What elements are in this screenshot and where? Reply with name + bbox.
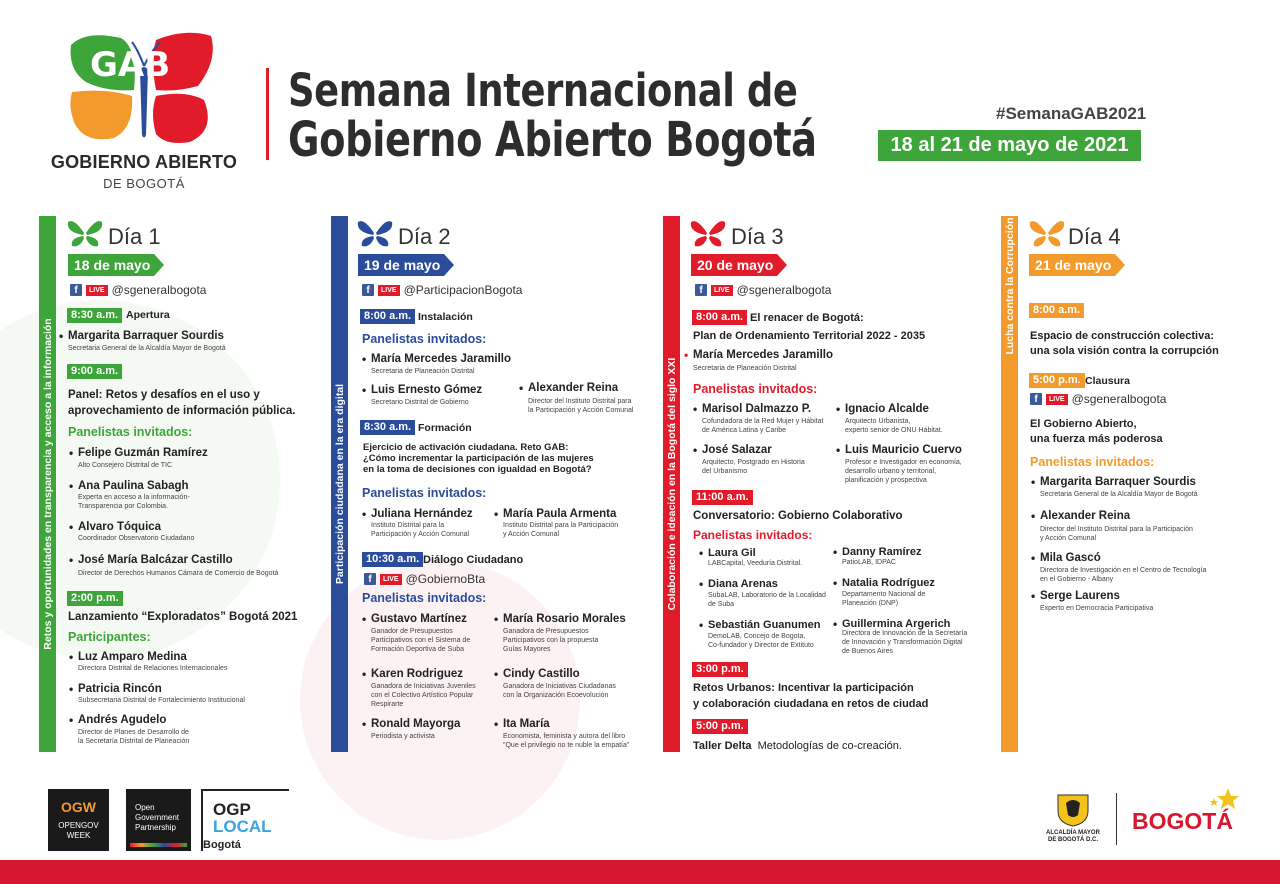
speaker-name: • María Mercedes Jaramillo — [693, 348, 833, 362]
day1-live-link[interactable]: f LIVE @sgeneralbogota — [70, 283, 206, 297]
session-title: Lanzamiento “Exploradatos” Bogotá 2021 — [68, 611, 298, 623]
speaker-role: desarrollo urbano y territorial, — [845, 468, 937, 475]
day3-butterfly-icon — [689, 218, 727, 248]
speaker-role: Secretaria de Planeación Distrital — [693, 365, 797, 372]
time-badge: 5:00 p.m. — [1029, 373, 1085, 388]
speaker-name: • Sebastián Guanumen — [708, 618, 820, 632]
day4-date: 21 de mayo — [1029, 254, 1115, 276]
speaker-name: • Laura Gil — [708, 546, 756, 560]
speaker-role: de Suba — [708, 601, 735, 608]
day2-theme-bar: Participación ciudadana en la era digital — [331, 216, 348, 752]
day1-butterfly-icon — [66, 218, 104, 248]
speaker-role: Secretario Distrital de Gobierno — [371, 399, 469, 406]
session-text: ¿Cómo incrementar la participación de las mujeres — [363, 453, 594, 464]
speaker-role: Alto Consejero Distrital de TIC — [78, 462, 173, 469]
speaker-role: de Innovación y Transformación Digital — [842, 639, 963, 646]
speaker-name: • Diana Arenas — [708, 577, 778, 591]
speaker-role: Periodista y activista — [371, 733, 435, 740]
alcaldia-logo: ALCALDÍA MAYOR DE BOGOTÁ D.C. — [1040, 789, 1106, 851]
speaker-role: "Que el privilegio no te nuble la empatía" — [503, 742, 630, 749]
day3-live-link[interactable]: f LIVE @sgeneralbogota — [695, 283, 831, 297]
speaker-role: y Acción Comunal — [503, 531, 560, 538]
svg-text:GAB: GAB — [90, 45, 171, 85]
speaker-name: • Natalia Rodríguez — [842, 576, 935, 590]
speaker-role: Ganadora de Iniciativas Juveniles — [371, 683, 476, 690]
time-badge: 2:00 p.m. — [67, 591, 123, 606]
speaker-name: • Andrés Agudelo — [78, 713, 166, 727]
day2-date: 19 de mayo — [358, 254, 444, 276]
time-badge: 10:30 a.m. — [362, 552, 423, 567]
time-badge: 8:00 a.m. — [692, 310, 747, 325]
day2-live-link-2[interactable]: f LIVE @GobiernoBta — [364, 572, 485, 586]
speaker-role: Departamento Nacional de — [842, 591, 926, 598]
speaker-name: • Alexander Reina — [1040, 509, 1130, 523]
speaker-role: Secretaria General de la Alcaldía Mayor de Bogotá — [1040, 491, 1198, 498]
speaker-role: Secretaria General de la Alcaldía Mayor de Bogotá — [68, 345, 226, 352]
speaker-role: de Buenos Aires — [842, 648, 893, 655]
live-badge: LIVE — [1046, 394, 1068, 405]
speaker-name: • Juliana Hernández — [371, 507, 473, 521]
time-badge: 8:30 a.m. — [67, 308, 122, 323]
section-heading: Panelistas invitados: — [362, 486, 487, 500]
speaker-role: DemoLAB, Concejo de Bogota, — [708, 633, 806, 640]
session-title: Plan de Ordenamiento Territorial 2022 - 2035 — [693, 330, 926, 342]
speaker-name: • Alexander Reina — [528, 381, 618, 395]
session-title: y colaboración ciudadana en retos de ciudad — [693, 698, 929, 710]
day4-butterfly-icon — [1028, 218, 1066, 248]
speaker-role: Co-fundador y Director de Extituto — [708, 642, 814, 649]
speaker-role: Economista, feminista y autora del libro — [503, 733, 626, 740]
speaker-role: Arquitecto Urbanista, — [845, 418, 911, 425]
footer-bar — [0, 860, 1280, 884]
speaker-role: Directora Distrital de Relaciones Internacionales — [78, 665, 228, 672]
speaker-name: • María Paula Armenta — [503, 507, 616, 521]
speaker-role: Directora de Investigación en el Centro de Tecnología — [1040, 567, 1207, 574]
coat-of-arms-icon — [1054, 793, 1092, 827]
day2-title: Día 2 — [398, 224, 451, 249]
facebook-icon: f — [70, 284, 82, 296]
session-title: una sola visión contra la corrupción — [1030, 345, 1219, 357]
speaker-name: • Cindy Castillo — [503, 667, 580, 681]
page-title-line2: Gobierno Abierto Bogotá — [288, 112, 817, 168]
speaker-name: • Guillermina Argerich — [842, 617, 950, 631]
day1-date: 18 de mayo — [68, 254, 154, 276]
speaker-name: • Luis Mauricio Cuervo — [845, 443, 962, 457]
speaker-role: la Participación y Acción Comunal — [528, 407, 634, 414]
speaker-role: Planeación (DNP) — [842, 600, 899, 607]
day3-title: Día 3 — [731, 224, 784, 249]
speaker-name: • Ronald Mayorga — [371, 717, 460, 731]
speaker-role: Formación Deportiva de Suba — [371, 646, 464, 653]
time-badge: 9:00 a.m. — [67, 364, 122, 379]
opengov-week-logo: OGW OPENGOV WEEK — [48, 789, 109, 851]
gab-logo — [44, 30, 244, 195]
session-title: Metodologías de co-creación. — [757, 740, 902, 752]
header-divider — [266, 68, 269, 160]
section-heading: Panelistas invitados: — [362, 591, 487, 605]
day1-title: Día 1 — [108, 224, 161, 249]
day2-live-link[interactable]: f LIVE @ParticipacionBogota — [362, 283, 522, 297]
speaker-role: Ganador de Presupuestos — [371, 628, 453, 635]
speaker-name: • María Mercedes Jaramillo — [371, 352, 511, 366]
time-badge: 8:00 a.m. — [1029, 303, 1084, 318]
speaker-name: • Margarita Barraquer Sourdis — [1040, 475, 1196, 489]
speaker-role: Arquitecto, Postgrado en Historia — [702, 459, 805, 466]
speaker-role: Secretaria de Planeación Distrital — [371, 368, 475, 375]
time-badge: 3:00 p.m. — [692, 662, 748, 677]
session-prefix: Retos Urbanos: — [693, 682, 775, 694]
session-title: Espacio de construcción colectiva: — [1030, 330, 1215, 342]
speaker-name: • Luis Ernesto Gómez — [371, 383, 482, 397]
speaker-role: LABCapital, Veeduría Distrital. — [708, 560, 803, 567]
session-label: Instalación — [418, 311, 473, 323]
session-text: en la toma de decisiones con igualdad en Bogotá? — [363, 464, 592, 475]
day4-theme-bar: Lucha contra la Corrupción — [1001, 216, 1018, 752]
speaker-name: • Gustavo Martínez — [371, 612, 467, 626]
speaker-name: • Patricia Rincón — [78, 682, 162, 696]
speaker-role: experto senior de ONU Hábitat. — [845, 427, 943, 434]
session-label: Formación — [418, 422, 472, 434]
speaker-name: • Karen Rodriguez — [371, 667, 463, 681]
speaker-name: • Luz Amparo Medina — [78, 650, 187, 664]
page-title-line1: Semana Internacional de — [288, 64, 798, 117]
section-heading: Participantes: — [68, 630, 151, 644]
speaker-name: • Ita María — [503, 717, 550, 731]
session-label: Clausura — [1085, 375, 1130, 387]
live-badge: LIVE — [378, 285, 400, 296]
panel-title-cont: aprovechamiento de información pública. — [68, 405, 296, 417]
speaker-name: • Mila Gascó — [1040, 551, 1101, 565]
ogp-logo: Open Government Partnership — [126, 789, 191, 851]
section-heading: Panelistas invitados: — [68, 425, 193, 439]
speaker-role: Participación y Acción Comunal — [371, 531, 470, 538]
bogota-logo: BOGOTÁ — [1132, 808, 1233, 834]
ogp-local-logo: OGP LOCAL Bogotá — [201, 789, 289, 851]
live-badge: LIVE — [380, 574, 402, 585]
day1-theme-bar: Retos y oportunidades en transparencia y acceso a la información — [39, 216, 56, 752]
session-title: Conversatorio: Gobierno Colaborativo — [693, 510, 903, 522]
session-title: una fuerza más poderosa — [1030, 433, 1163, 445]
speaker-name: • Alvaro Tóquica — [78, 520, 161, 534]
speaker-name: • Marisol Dalmazzo P. — [702, 402, 811, 416]
speaker-name: • Ana Paulina Sabagh — [78, 479, 189, 493]
speaker-name: • Danny Ramírez — [842, 545, 921, 559]
speaker-role: en el Gobierno - Albany — [1040, 576, 1114, 583]
speaker-role: Participativos con el Sistema de — [371, 637, 471, 644]
section-heading: Panelistas invitados: — [693, 382, 818, 396]
live-badge: LIVE — [86, 285, 108, 296]
live-badge: LIVE — [711, 285, 733, 296]
speaker-role: Transparencia por Colombia. — [78, 503, 169, 510]
speaker-role: Guías Mayores — [503, 646, 551, 653]
day4-title: Día 4 — [1068, 224, 1121, 249]
logo-subtitle: DE BOGOTÁ — [103, 176, 185, 191]
day2-butterfly-icon — [356, 218, 394, 248]
speaker-role: con la Organización Ecoevolución — [503, 692, 609, 699]
facebook-icon: f — [364, 573, 376, 585]
time-badge: 5:00 p.m. — [692, 719, 748, 734]
event-dates-badge: 18 al 21 de mayo de 2021 — [878, 130, 1141, 161]
speaker-role: de América Latina y Caribe — [702, 427, 787, 434]
speaker-name: • José María Balcázar Castillo — [78, 553, 233, 567]
speaker-role: Respirarte — [371, 701, 404, 708]
session-title: El renacer de Bogotá: — [750, 312, 864, 324]
speaker-role: y Acción Comunal — [1040, 535, 1097, 542]
speaker-role: Cofundadora de la Red Mujer y Hábitat — [702, 418, 824, 425]
speaker-role: Subsecretaria Distrital de Fortalecimiento Institucional — [78, 697, 245, 704]
session-text: Ejercicio de activación ciudadana. Reto GAB: — [363, 442, 569, 453]
speaker-name: • Ignacio Alcalde — [845, 402, 929, 416]
speaker-role: del Urbanismo — [702, 468, 748, 475]
session-label: Diálogo Ciudadano — [423, 554, 524, 566]
speaker-role: Experto en Democracia Participativa — [1040, 605, 1154, 612]
facebook-icon: f — [362, 284, 374, 296]
speaker-role: Ganadora de Presupuestos — [503, 628, 589, 635]
speaker-role: Participativos con la propuesta — [503, 637, 599, 644]
day4-live-link[interactable]: f LIVE @sgeneralbogota — [1030, 392, 1166, 406]
facebook-icon: f — [695, 284, 707, 296]
speaker-role: Director de Derechos Humanos Cámara de Comercio de Bogotá — [78, 570, 279, 577]
session-label: Apertura — [126, 309, 170, 321]
speaker-role: Coordinador Observatorio Ciudadano — [78, 535, 195, 542]
speaker-role: Experta en acceso a la información- — [78, 494, 190, 501]
speaker-role: Director del Instituto Distrital para la Participación — [1040, 526, 1193, 533]
section-heading: Panelistas invitados: — [362, 332, 487, 346]
speaker-role: Ganadora de Iniciativas Ciudadanas — [503, 683, 616, 690]
logo-title: GOBIERNO ABIERTO — [50, 152, 238, 172]
hashtag: #SemanaGAB2021 — [996, 104, 1147, 123]
speaker-role: Instituto Distrital para la Participación — [503, 522, 619, 529]
star-icon — [1208, 786, 1242, 812]
panel-title: Retos y desafíos en el uso y — [105, 389, 260, 401]
time-badge: 11:00 a.m. — [692, 490, 753, 505]
section-heading: Panelistas invitados: — [1030, 455, 1155, 469]
day3-theme-bar: Colaboración e ideación en la Bogotá del siglo XXI — [663, 216, 680, 752]
facebook-icon: f — [1030, 393, 1042, 405]
speaker-name: • José Salazar — [702, 443, 772, 457]
speaker-role: Instituto Distrital para la — [371, 522, 445, 529]
time-badge: 8:00 a.m. — [360, 309, 415, 324]
panel-prefix: Panel: — [68, 389, 103, 401]
day3-date: 20 de mayo — [691, 254, 777, 276]
speaker-role: con el Colectivo Artístico Popular — [371, 692, 474, 699]
speaker-role: planificación y prospectiva — [845, 477, 927, 484]
speaker-role: Director del Instituto Distrital para — [528, 398, 632, 405]
speaker-role: Director de Planes de Desarrollo de — [78, 729, 189, 736]
session-prefix: Taller Delta — [693, 740, 752, 752]
speaker-role: Profesor e Investigador en economía, — [845, 459, 962, 466]
speaker-role: SubaLAB, Laboratorio de la Localidad — [708, 592, 826, 599]
session-title: Incentivar la participación — [777, 682, 914, 694]
speaker-role: Directora de Innovación de la Secretaría — [842, 630, 968, 637]
speaker-name: • María Rosario Morales — [503, 612, 626, 626]
speaker-role: la Secretaría Distrital de Planeación — [78, 738, 190, 745]
speaker-name: • Felipe Guzmán Ramírez — [78, 446, 208, 460]
section-heading: Panelistas invitados: — [693, 528, 813, 542]
speaker-name: • Serge Laurens — [1040, 589, 1120, 603]
footer-divider — [1116, 793, 1117, 845]
session-title: El Gobierno Abierto, — [1030, 418, 1137, 430]
speaker-role: PatioLAB, IDPAC — [842, 559, 896, 566]
speaker-name: • Margarita Barraquer Sourdis — [68, 329, 224, 343]
time-badge: 8:30 a.m. — [360, 420, 415, 435]
butterfly-logo-icon — [66, 30, 222, 150]
